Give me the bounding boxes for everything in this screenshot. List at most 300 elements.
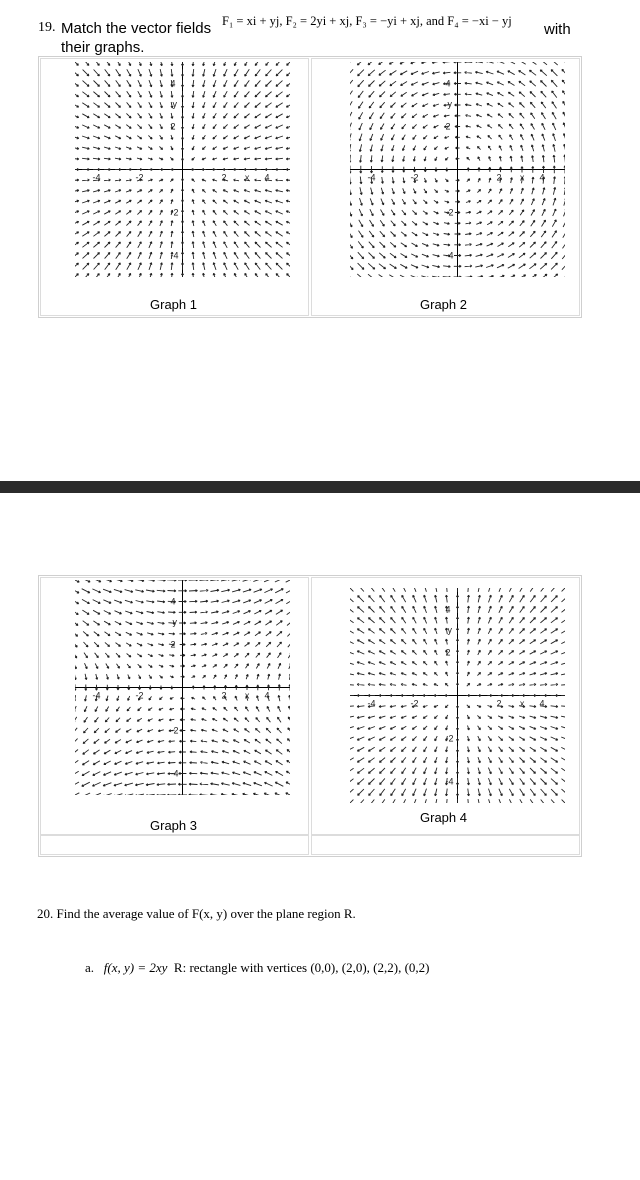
field-arrow bbox=[392, 188, 394, 194]
field-arrow bbox=[115, 221, 120, 225]
field-arrow bbox=[509, 124, 513, 129]
field-arrow bbox=[75, 158, 79, 160]
field-arrow bbox=[157, 784, 165, 786]
field-arrow bbox=[379, 747, 385, 751]
field-arrow bbox=[478, 588, 480, 592]
field-arrow bbox=[245, 80, 250, 86]
field-arrow bbox=[264, 589, 272, 593]
field-arrow bbox=[75, 706, 76, 712]
field-arrow bbox=[276, 92, 283, 97]
field-arrow bbox=[211, 589, 220, 591]
field-arrow bbox=[499, 768, 502, 774]
field-arrow bbox=[159, 654, 164, 656]
field-arrow bbox=[530, 747, 536, 751]
field-arrow bbox=[433, 222, 438, 224]
graph-2-label: Graph 2 bbox=[420, 297, 467, 312]
field-arrow bbox=[148, 200, 152, 204]
x-tick-label: 4 bbox=[539, 172, 545, 183]
field-arrow bbox=[350, 133, 351, 141]
field-arrow bbox=[391, 588, 395, 592]
field-arrow bbox=[551, 684, 558, 686]
x-axis-label: x bbox=[519, 172, 525, 183]
field-arrow bbox=[467, 168, 469, 172]
field-arrow bbox=[224, 707, 228, 711]
field-arrow bbox=[564, 155, 565, 163]
field-arrow bbox=[433, 104, 439, 106]
field-arrow bbox=[137, 654, 142, 657]
field-arrow bbox=[553, 134, 556, 141]
field-arrow bbox=[368, 618, 374, 623]
field-arrow bbox=[497, 62, 505, 64]
field-arrow bbox=[465, 233, 471, 235]
field-arrow bbox=[380, 618, 386, 624]
field-arrow bbox=[424, 747, 427, 752]
field-arrow bbox=[520, 629, 525, 634]
field-arrow bbox=[520, 113, 524, 118]
field-arrow bbox=[446, 588, 448, 592]
field-arrow bbox=[379, 651, 385, 654]
field-arrow bbox=[286, 179, 290, 181]
field-arrow bbox=[509, 595, 513, 602]
field-arrow bbox=[531, 210, 535, 216]
field-arrow bbox=[82, 158, 89, 160]
field-arrow bbox=[115, 621, 121, 624]
field-arrow bbox=[212, 168, 217, 170]
field-arrow bbox=[278, 653, 282, 658]
field-arrow bbox=[75, 190, 79, 192]
field-arrow bbox=[233, 761, 240, 764]
field-arrow bbox=[82, 242, 89, 247]
field-arrow bbox=[92, 580, 101, 582]
field-arrow bbox=[264, 782, 272, 786]
field-arrow bbox=[234, 654, 238, 658]
field-arrow bbox=[75, 589, 79, 594]
field-arrow bbox=[421, 276, 429, 277]
field-arrow bbox=[553, 123, 556, 130]
field-arrow bbox=[138, 231, 142, 236]
field-arrow bbox=[202, 189, 205, 192]
field-arrow bbox=[275, 782, 283, 786]
field-arrow bbox=[169, 654, 174, 656]
field-arrow bbox=[171, 221, 173, 227]
field-arrow bbox=[402, 124, 406, 129]
field-arrow bbox=[498, 716, 503, 719]
field-arrow bbox=[223, 643, 228, 646]
field-arrow bbox=[192, 697, 196, 699]
field-arrow bbox=[359, 209, 362, 216]
field-arrow bbox=[489, 789, 492, 796]
field-arrow bbox=[350, 80, 353, 87]
field-arrow bbox=[520, 606, 525, 612]
field-arrow bbox=[488, 189, 491, 193]
field-arrow bbox=[168, 611, 175, 613]
field-arrow bbox=[467, 778, 469, 785]
field-arrow bbox=[467, 715, 469, 719]
field-arrow bbox=[116, 252, 121, 258]
field-arrow bbox=[223, 136, 227, 139]
field-arrow bbox=[160, 252, 162, 259]
field-arrow bbox=[255, 190, 261, 192]
field-arrow bbox=[75, 642, 77, 647]
field-arrow bbox=[245, 232, 250, 237]
field-arrow bbox=[433, 233, 439, 235]
field-arrow bbox=[265, 200, 272, 203]
field-arrow bbox=[423, 684, 428, 686]
field-arrow bbox=[540, 747, 546, 751]
field-arrow bbox=[75, 168, 79, 170]
field-arrow bbox=[170, 168, 174, 170]
field-arrow bbox=[423, 726, 427, 730]
field-arrow bbox=[561, 618, 565, 623]
field-arrow bbox=[256, 707, 259, 712]
field-arrow bbox=[286, 92, 290, 97]
field-arrow bbox=[85, 663, 88, 669]
field-arrow bbox=[221, 793, 230, 795]
field-arrow bbox=[157, 601, 165, 603]
field-arrow bbox=[200, 783, 208, 785]
field-arrow bbox=[368, 673, 375, 675]
field-arrow bbox=[75, 62, 78, 65]
field-arrow bbox=[391, 778, 396, 784]
field-arrow bbox=[244, 632, 250, 636]
field-arrow bbox=[254, 761, 261, 765]
field-arrow bbox=[498, 114, 503, 118]
field-arrow bbox=[370, 220, 374, 227]
field-arrow bbox=[255, 232, 261, 237]
field-arrow bbox=[446, 661, 448, 666]
field-arrow bbox=[530, 789, 535, 796]
field-arrow bbox=[234, 643, 239, 646]
field-arrow bbox=[477, 715, 480, 718]
field-arrow bbox=[93, 168, 100, 170]
field-arrow bbox=[190, 751, 197, 753]
field-arrow bbox=[509, 737, 514, 741]
field-arrow bbox=[84, 642, 89, 647]
field-arrow bbox=[148, 190, 152, 193]
field-arrow bbox=[127, 718, 131, 722]
field-arrow bbox=[467, 179, 470, 182]
field-arrow bbox=[465, 104, 471, 106]
field-arrow bbox=[126, 168, 132, 170]
field-arrow bbox=[357, 629, 364, 634]
field-arrow bbox=[401, 82, 408, 86]
field-arrow bbox=[115, 147, 121, 149]
field-arrow bbox=[368, 70, 375, 76]
field-arrow bbox=[265, 242, 271, 247]
field-arrow bbox=[117, 664, 120, 669]
field-arrow bbox=[564, 198, 565, 206]
field-arrow bbox=[486, 265, 493, 268]
field-arrow bbox=[124, 794, 133, 795]
field-arrow bbox=[85, 674, 87, 680]
field-arrow bbox=[389, 62, 396, 64]
field-arrow bbox=[466, 147, 470, 149]
field-arrow bbox=[390, 673, 396, 675]
field-arrow bbox=[286, 103, 290, 107]
field-arrow bbox=[233, 621, 240, 624]
field-arrow bbox=[93, 136, 100, 139]
field-arrow bbox=[168, 783, 177, 785]
field-arrow bbox=[563, 123, 565, 131]
field-arrow bbox=[93, 114, 99, 118]
field-arrow bbox=[499, 588, 502, 592]
field-arrow bbox=[498, 243, 504, 247]
field-arrow bbox=[286, 147, 290, 149]
field-arrow bbox=[369, 789, 375, 796]
field-arrow bbox=[136, 762, 143, 765]
field-arrow bbox=[213, 665, 217, 668]
field-arrow bbox=[103, 783, 111, 786]
field-arrow bbox=[412, 650, 416, 654]
field-arrow bbox=[201, 622, 208, 624]
field-arrow bbox=[368, 651, 375, 654]
field-arrow bbox=[553, 144, 555, 151]
field-arrow bbox=[105, 728, 110, 732]
field-arrow bbox=[530, 253, 536, 258]
field-arrow bbox=[530, 694, 537, 696]
field-arrow bbox=[435, 726, 438, 730]
field-arrow bbox=[234, 718, 238, 722]
field-arrow bbox=[245, 263, 250, 270]
field-arrow bbox=[467, 661, 469, 666]
field-arrow bbox=[466, 136, 471, 138]
field-arrow bbox=[541, 789, 547, 796]
field-arrow bbox=[137, 718, 142, 721]
field-arrow bbox=[255, 632, 261, 636]
field-arrow bbox=[222, 751, 229, 754]
field-arrow bbox=[476, 243, 482, 245]
field-arrow bbox=[75, 242, 79, 247]
field-arrow bbox=[275, 580, 284, 582]
field-arrow bbox=[476, 104, 482, 106]
field-arrow bbox=[244, 750, 250, 753]
field-arrow bbox=[234, 102, 238, 107]
field-arrow bbox=[82, 610, 89, 614]
field-arrow bbox=[202, 158, 206, 160]
field-arrow bbox=[192, 113, 194, 119]
field-arrow bbox=[181, 210, 183, 215]
field-arrow bbox=[413, 146, 416, 151]
field-arrow bbox=[422, 254, 429, 257]
field-arrow bbox=[276, 221, 283, 225]
field-arrow bbox=[255, 114, 261, 118]
field-arrow bbox=[564, 187, 565, 195]
field-arrow bbox=[126, 190, 131, 192]
field-arrow bbox=[214, 675, 217, 679]
field-arrow bbox=[478, 736, 481, 741]
field-arrow bbox=[287, 760, 290, 765]
field-arrow bbox=[413, 799, 416, 803]
field-arrow bbox=[136, 611, 143, 614]
field-arrow bbox=[413, 778, 416, 785]
field-arrow bbox=[445, 683, 448, 686]
field-arrow bbox=[350, 220, 352, 228]
field-arrow bbox=[255, 179, 262, 181]
field-arrow bbox=[358, 91, 363, 98]
field-arrow bbox=[540, 673, 547, 675]
field-arrow bbox=[499, 146, 502, 151]
field-arrow bbox=[170, 708, 175, 710]
field-arrow bbox=[389, 275, 396, 277]
field-arrow bbox=[422, 265, 429, 268]
field-arrow bbox=[234, 252, 238, 258]
field-arrow bbox=[499, 156, 501, 161]
field-arrow bbox=[561, 694, 565, 696]
field-arrow bbox=[381, 199, 384, 205]
field-arrow bbox=[159, 179, 163, 181]
field-arrow bbox=[540, 651, 547, 654]
field-arrow bbox=[413, 628, 417, 633]
field-arrow bbox=[478, 650, 481, 655]
field-arrow bbox=[75, 232, 79, 236]
field-arrow bbox=[189, 580, 198, 581]
field-arrow bbox=[159, 146, 162, 149]
field-arrow bbox=[531, 113, 535, 119]
field-arrow bbox=[530, 758, 536, 763]
field-arrow bbox=[286, 589, 290, 594]
field-arrow bbox=[181, 252, 183, 259]
field-arrow bbox=[276, 242, 283, 247]
field-arrow bbox=[160, 91, 162, 97]
field-arrow bbox=[509, 768, 513, 774]
field-arrow bbox=[125, 762, 132, 765]
field-arrow bbox=[402, 799, 406, 803]
field-arrow bbox=[277, 642, 282, 647]
field-arrow bbox=[94, 739, 99, 743]
field-arrow bbox=[446, 168, 448, 172]
field-arrow bbox=[181, 189, 183, 193]
x-axis-label: x bbox=[244, 690, 250, 701]
field-arrow bbox=[520, 232, 525, 237]
field-arrow bbox=[200, 580, 209, 581]
field-arrow bbox=[401, 232, 406, 236]
field-arrow bbox=[255, 80, 260, 86]
field-arrow bbox=[211, 600, 219, 602]
field-arrow bbox=[146, 773, 154, 775]
field-arrow bbox=[509, 726, 514, 729]
field-arrow bbox=[508, 62, 516, 64]
y-tick-label: 2 bbox=[170, 121, 176, 132]
field-arrow bbox=[157, 580, 166, 581]
field-arrow bbox=[478, 178, 480, 182]
field-arrow bbox=[117, 696, 119, 701]
field-arrow bbox=[411, 62, 419, 64]
field-arrow bbox=[105, 642, 110, 646]
field-arrow bbox=[475, 276, 483, 277]
field-arrow bbox=[370, 198, 373, 205]
field-arrow bbox=[551, 588, 557, 592]
field-arrow bbox=[265, 772, 273, 776]
field-arrow bbox=[402, 768, 406, 774]
field-arrow bbox=[211, 611, 218, 613]
field-arrow bbox=[171, 200, 173, 205]
field-arrow bbox=[350, 69, 353, 76]
field-arrow bbox=[138, 263, 141, 270]
field-arrow bbox=[267, 663, 270, 668]
field-arrow bbox=[126, 125, 131, 129]
field-arrow bbox=[551, 80, 557, 87]
field-arrow bbox=[518, 275, 525, 277]
field-arrow bbox=[233, 740, 239, 743]
field-arrow bbox=[379, 70, 386, 75]
field-arrow bbox=[203, 102, 205, 108]
field-arrow bbox=[551, 737, 558, 740]
field-arrow bbox=[444, 93, 451, 95]
field-arrow bbox=[168, 762, 175, 764]
field-arrow bbox=[157, 762, 164, 764]
field-arrow bbox=[192, 686, 194, 690]
field-arrow bbox=[190, 622, 197, 624]
field-arrow bbox=[411, 254, 418, 257]
field-arrow bbox=[203, 69, 205, 76]
field-arrow bbox=[116, 80, 121, 86]
field-arrow bbox=[126, 622, 133, 625]
field-arrow bbox=[487, 694, 492, 696]
field-arrow bbox=[357, 651, 364, 654]
field-arrow bbox=[232, 589, 240, 592]
field-arrow bbox=[467, 799, 469, 803]
field-arrow bbox=[203, 231, 205, 237]
field-arrow bbox=[541, 81, 547, 87]
field-arrow bbox=[477, 694, 481, 696]
field-arrow bbox=[520, 789, 525, 796]
field-arrow bbox=[192, 135, 194, 140]
field-arrow bbox=[213, 200, 217, 204]
field-arrow bbox=[413, 200, 416, 205]
field-arrow bbox=[370, 113, 374, 120]
field-arrow bbox=[105, 273, 110, 277]
field-arrow bbox=[357, 694, 364, 696]
field-arrow bbox=[149, 210, 152, 214]
field-arrow bbox=[127, 273, 131, 277]
field-arrow bbox=[212, 654, 217, 656]
field-arrow bbox=[287, 610, 290, 615]
field-arrow bbox=[467, 736, 469, 741]
field-arrow bbox=[233, 750, 240, 753]
field-arrow bbox=[104, 232, 110, 237]
field-arrow bbox=[402, 789, 406, 796]
field-arrow bbox=[424, 157, 426, 162]
field-arrow bbox=[149, 113, 152, 118]
field-arrow bbox=[413, 768, 416, 774]
field-arrow bbox=[519, 71, 526, 76]
field-arrow bbox=[350, 112, 352, 120]
field-arrow bbox=[478, 628, 480, 634]
field-arrow bbox=[488, 747, 491, 752]
field-arrow bbox=[467, 672, 469, 676]
field-arrow bbox=[466, 190, 470, 192]
field-arrow bbox=[497, 71, 504, 74]
field-arrow bbox=[107, 674, 109, 679]
field-arrow bbox=[530, 662, 536, 665]
field-arrow bbox=[466, 211, 471, 213]
field-arrow bbox=[509, 684, 515, 686]
field-arrow bbox=[104, 168, 111, 170]
field-arrow bbox=[190, 633, 196, 635]
field-arrow bbox=[81, 793, 90, 795]
field-arrow bbox=[203, 252, 205, 259]
field-arrow bbox=[149, 696, 152, 700]
field-arrow bbox=[518, 62, 525, 64]
field-arrow bbox=[540, 263, 547, 269]
field-arrow bbox=[82, 782, 90, 786]
x-tick-label: -2 bbox=[135, 690, 144, 701]
field-arrow bbox=[489, 595, 492, 602]
field-arrow bbox=[551, 779, 558, 785]
field-arrow bbox=[137, 136, 141, 139]
field-arrow bbox=[75, 114, 79, 118]
field-arrow bbox=[170, 665, 175, 667]
